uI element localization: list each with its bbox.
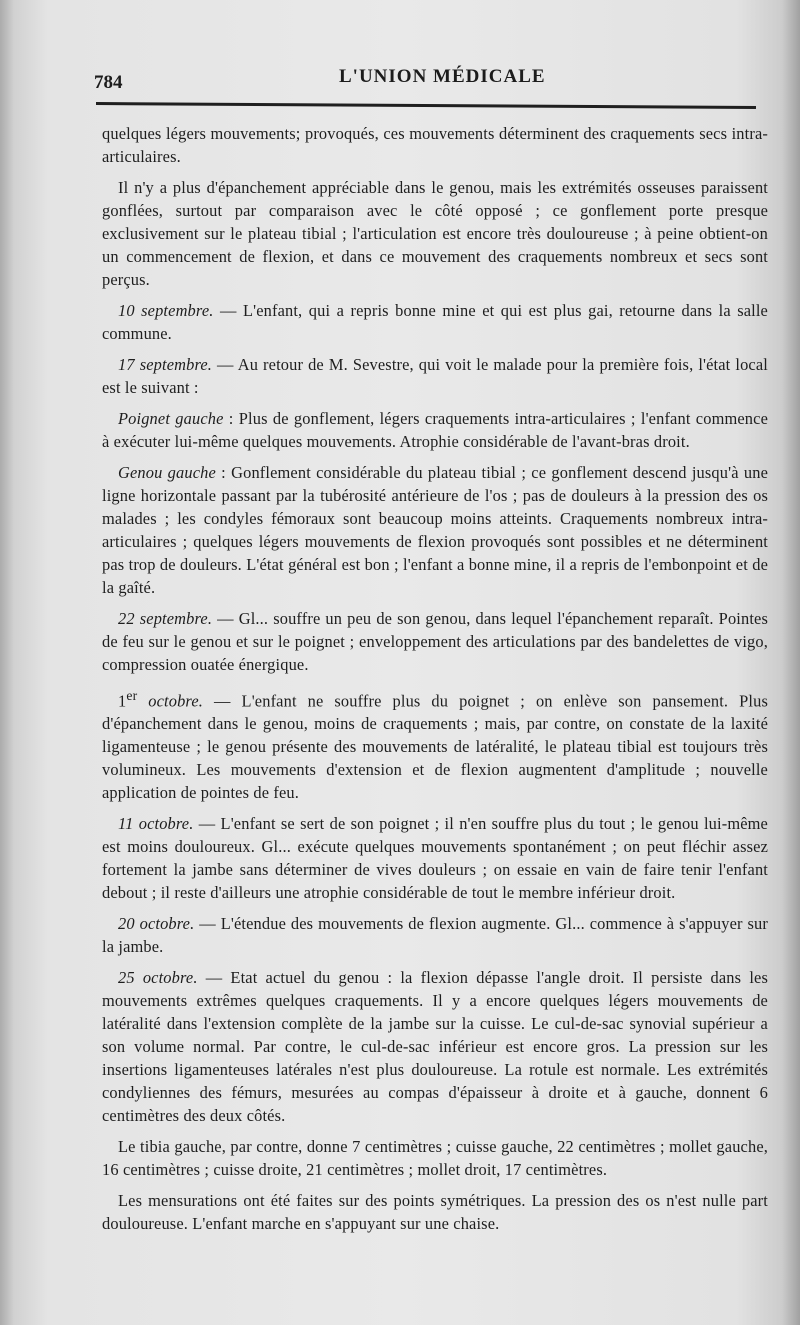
paragraph — [102, 684, 768, 804]
paragraph: Il n'y a plus d'épanchement appréciable dans le genou, mais les extrémités osseuses paraissent gonflées, surtout par comparaison avec le côté opposé ; ce gonflement porte presque exclusivement sur le plateau tibial ; l'articulation est encore très douloureuse ; à peine obtient-on un commencement de flexion, et dans ce mouvement des craquements nombreux et secs sont perçus. — [102, 178, 768, 289]
paragraph-text: Etat actuel du genou : la flexion dépasse l'angle droit. Il persiste dans les mouvements extrêmes quelques craquements. Il y a encore quelques légers mouvements de latéralité dans l'extension complète de la jambe sur la cuisse. Le cul-de-sac synovial supérieur a son volume normal. Par contre, le cul-de-sac inférieur est encore gros. La pression sur les insertions ligamenteuses latérales n'est plus douloureuse. La rotule est normale. Les extrémités condyliennes des fémurs, mesurées au compas d'épaisseur à droite et à gauche, donnent 6 centimètres des deux côtés. — [102, 968, 768, 1126]
paragraph-text: L'enfant, qui a repris bonne mine et qui est plus gai, retourne dans la salle commune. — [102, 301, 768, 343]
date-number: 1 — [118, 691, 127, 711]
separator: : — [215, 463, 232, 482]
date-label: 10 septembre. — [118, 301, 214, 320]
separator: — — [212, 355, 238, 374]
date-label: 20 octobre. — [118, 914, 195, 934]
page-header — [94, 66, 762, 96]
date-superscript: er — [126, 688, 138, 703]
article-body — [102, 122, 768, 1243]
paragraph — [102, 912, 768, 958]
separator: — — [194, 914, 221, 934]
separator: — — [213, 301, 243, 320]
paragraph-text: L'enfant ne souffre plus du poignet ; on enlève son pansement. Plus d'épanchement dans le genou, moins de craquements ; mais, par contre, on constate de la laxité ligamenteuse ; le genou présente des mouvements de latéralité, le plateau tibial est toujours très volumineux. Les mouvements d'extension et de flexion augmentent d'amplitude ; nouvelle application de pointes de feu. — [102, 691, 768, 803]
separator: : — [223, 409, 239, 428]
paragraph: quelques légers mouvements; provoqués, ces mouvements déterminent des craquements secs intra-articulaires. — [102, 124, 768, 166]
separator: — — [203, 691, 242, 711]
header-rule — [96, 102, 756, 109]
paragraph: Le tibia gauche, par contre, donne 7 centimètres ; cuisse gauche, 22 centimètres ; mollet gauche, 16 centimètres ; cuisse droite, 21 centimètres ; mollet droit, 17 centimètres. — [102, 1137, 768, 1180]
date-label: 25 octobre. — [118, 968, 198, 988]
paragraph — [102, 966, 768, 1127]
paragraph — [102, 812, 768, 904]
paragraph-text: Gl... souffre un peu de son genou, dans lequel l'épanchement reparaît. Pointes de feu sur le genou et sur le poignet ; enveloppement des articulations par des bandelettes de vigo, compression ouatée énergique. — [102, 609, 768, 674]
separator: — — [193, 814, 221, 834]
journal-title: L'UNION MÉDICALE — [339, 66, 546, 87]
date-label: octobre. — [137, 691, 204, 711]
paragraph — [102, 299, 768, 345]
date-label: 11 octobre. — [118, 814, 194, 834]
section-label: Poignet gauche — [118, 409, 224, 428]
date-label: 22 septembre. — [118, 609, 213, 628]
section-label: Genou gauche — [118, 463, 216, 482]
date-label: 17 septembre. — [118, 355, 213, 374]
paragraph-text: Au retour de M. Sevestre, qui voit le malade pour la première fois, l'état local est le suivant : — [102, 355, 768, 397]
separator: — — [197, 968, 231, 988]
page-number: 784 — [94, 72, 123, 93]
page-right-shadow — [782, 0, 800, 1325]
separator: — — [212, 609, 239, 628]
page-left-shadow — [0, 0, 14, 1325]
paragraph-text: Plus de gonflement, légers craquements intra-articulaires ; l'enfant commence à exécuter lui-même quelques mouvements. Atrophie considérable de l'avant-bras droit. — [102, 409, 768, 451]
paragraph — [102, 407, 768, 453]
paragraph-text: L'étendue des mouvements de flexion augmente. Gl... commence à s'appuyer sur la jambe. — [102, 914, 768, 957]
paragraph — [102, 353, 768, 399]
paragraph: Les mensurations ont été faites sur des points symétriques. La pression des os n'est nulle part douloureuse. L'enfant marche en s'appuyant sur une chaise. — [102, 1191, 768, 1234]
paragraph — [102, 461, 768, 599]
paragraph-text: Gonflement considérable du plateau tibial ; ce gonflement descend jusqu'à une ligne horizontale passant par la tubérosité antérieure de l'os ; pas de douleurs à la pression des os malades ; les condyles fémoraux sont beaucoup moins atteints. Craquements nombreux intra-articulaires ; quelques légers mouvements de flexion provoqués sont possibles et ne déterminent pas trop de douleurs. L'état général est bon ; l'enfant a bonne mine, il a repris de l'embonpoint et de la gaîté. — [102, 463, 768, 597]
paragraph — [102, 607, 768, 676]
paragraph-text: L'enfant se sert de son poignet ; il n'en souffre plus du tout ; le genou lui-même est moins douloureux. Gl... exécute quelques mouvements spontanément ; on peut fléchir assez fortement la jambe sans déterminer de vives douleurs ; on essaie en vain de faire tenir l'enfant debout ; il reste d'ailleurs une atrophie considérable de tout le membre inférieur droit. — [102, 814, 768, 903]
